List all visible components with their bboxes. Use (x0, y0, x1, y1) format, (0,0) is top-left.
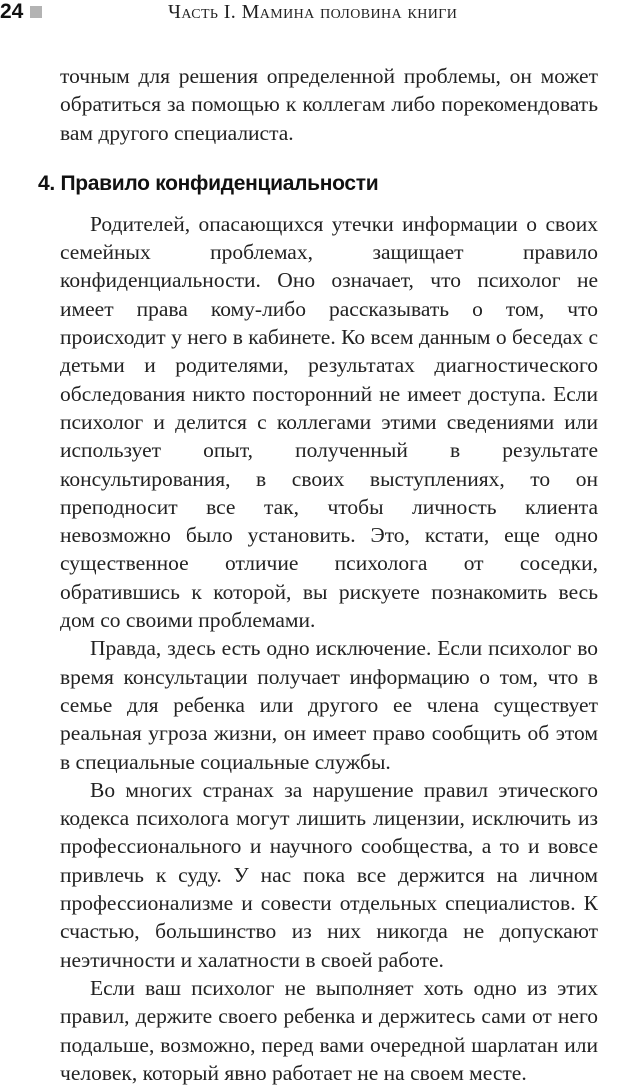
body-paragraph: Правда, здесь есть одно исключение. Если психолог во время консультации получает информацию о том, что в семье для ребенка или другого ее члена существует реальная угроза жизни, он имеет право сообщить об этом в специальные социальные службы. (60, 636, 598, 774)
running-head: Часть I. Мамина половина книги (168, 1, 458, 23)
page-number: 24 (0, 0, 24, 23)
header-square-ornament (30, 6, 42, 18)
page-header (0, 0, 620, 24)
section-heading: 4. Правило конфиденциальности (38, 171, 379, 195)
continued-paragraph: точным для решения определенной проблемы, он может обратиться за помощью к коллегам либо порекомендовать вам другого специалиста. (60, 64, 598, 145)
page-body (38, 62, 598, 1087)
body-paragraph: Родителей, опасающихся утечки информации о своих семейных проблемах, защищает правило конфиденциальности. Оно означает, что психолог не имеет права кому-либо рассказывать о том, что происходит у него в кабинете. Ко всем данным о беседах с детьми и родителями, результатах диагностического обследования никто посторонний не имеет доступа. Если психолог и делится с коллегами этими сведениями или использует опыт, полученный в результате консультирования, в своих выступлениях, то он преподносит все так, чтобы личность клиента невозможно было установить. Это, кстати, еще одно существенное отличие психолога от соседки, обратившись к которой, вы рискуете познакомить весь дом со своими проблемами. (60, 211, 598, 633)
body-paragraph: Если ваш психолог не выполняет хоть одно из этих правил, держите своего ребенка и держитесь сами от него подальше, возможно, перед вами очередной шарлатан или человек, который явно работает не на своем месте. (60, 975, 598, 1085)
body-paragraph: Во многих странах за нарушение правил этического кодекса психолога могут лишить лицензии, исключить из профессионального и научного сообщества, а то и вовсе привлечь к суду. У нас пока все держится на личном профессионализме и совести отдельных специалистов. К счастью, большинство из них никогда не допускают неэтичности и халатности в своей работе. (60, 777, 598, 972)
